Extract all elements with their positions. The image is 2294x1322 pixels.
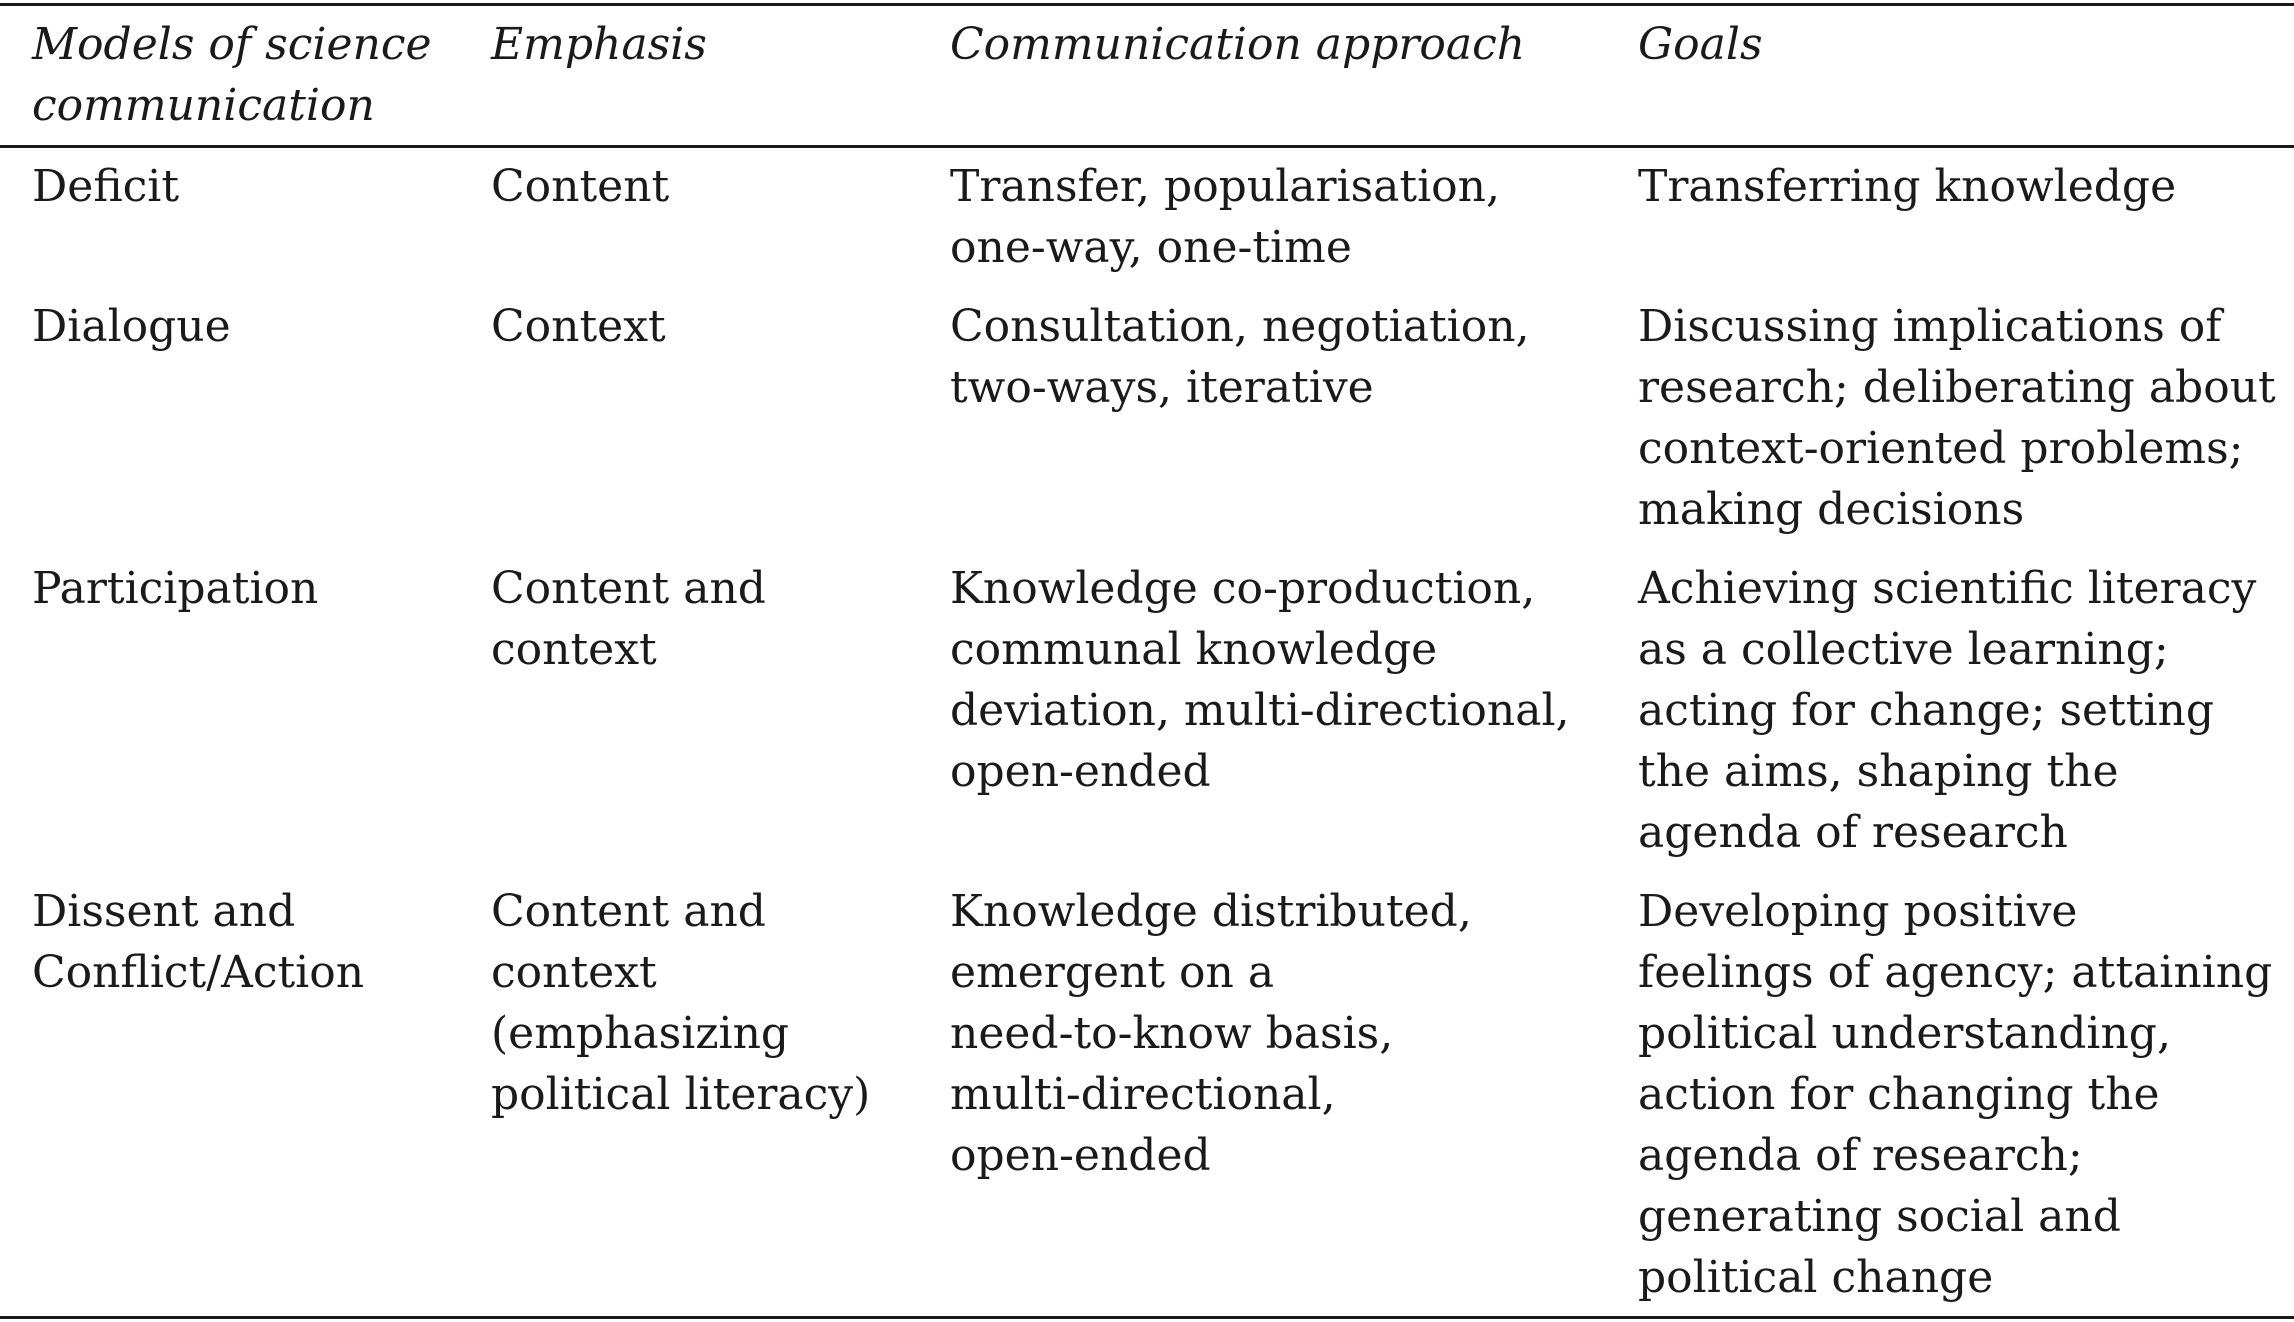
row-dialogue-emphasis: Context (491, 301, 666, 352)
row-dialogue-approach: Consultation, negotiation, two-ways, iterative (950, 301, 1530, 413)
row-participation-approach: Knowledge co-production, communal knowledge deviation, multi-directional, open-ended (950, 563, 1570, 797)
row-dissent-emphasis: Content and context (emphasizing political literacy) (491, 886, 871, 1120)
header-goals: Goals (1638, 19, 1763, 70)
row-participation-emphasis: Content and context (491, 563, 766, 675)
header-rule (0, 145, 2294, 148)
row-deficit-goals: Transferring knowledge (1638, 161, 2177, 212)
header-emphasis: Emphasis (491, 19, 707, 70)
bottom-rule (0, 1316, 2294, 1319)
row-dialogue-model: Dialogue (32, 301, 231, 352)
row-participation-goals: Achieving scientific literacy as a collective learning; acting for change; setting the aims, shaping the agenda of research (1638, 563, 2257, 858)
row-deficit-emphasis: Content (491, 161, 670, 212)
row-dissent-approach: Knowledge distributed, emergent on a need-to-know basis, multi-directional, open-ended (950, 886, 1472, 1181)
top-rule (0, 3, 2294, 6)
row-dialogue-goals: Discussing implications of research; deliberating about context-oriented problems; making decisions (1638, 301, 2276, 535)
row-participation-model: Participation (32, 563, 319, 614)
header-models: Models of science communication (32, 19, 432, 131)
row-deficit-approach: Transfer, popularisation, one-way, one-time (950, 161, 1500, 273)
header-approach: Communication approach (950, 19, 1526, 70)
row-dissent-model: Dissent and Conflict/Action (32, 886, 365, 998)
row-deficit-model: Deficit (32, 161, 180, 212)
row-dissent-goals: Developing positive feelings of agency; attaining political understanding, action for changing the agenda of research; generating social and political change (1638, 886, 2273, 1303)
